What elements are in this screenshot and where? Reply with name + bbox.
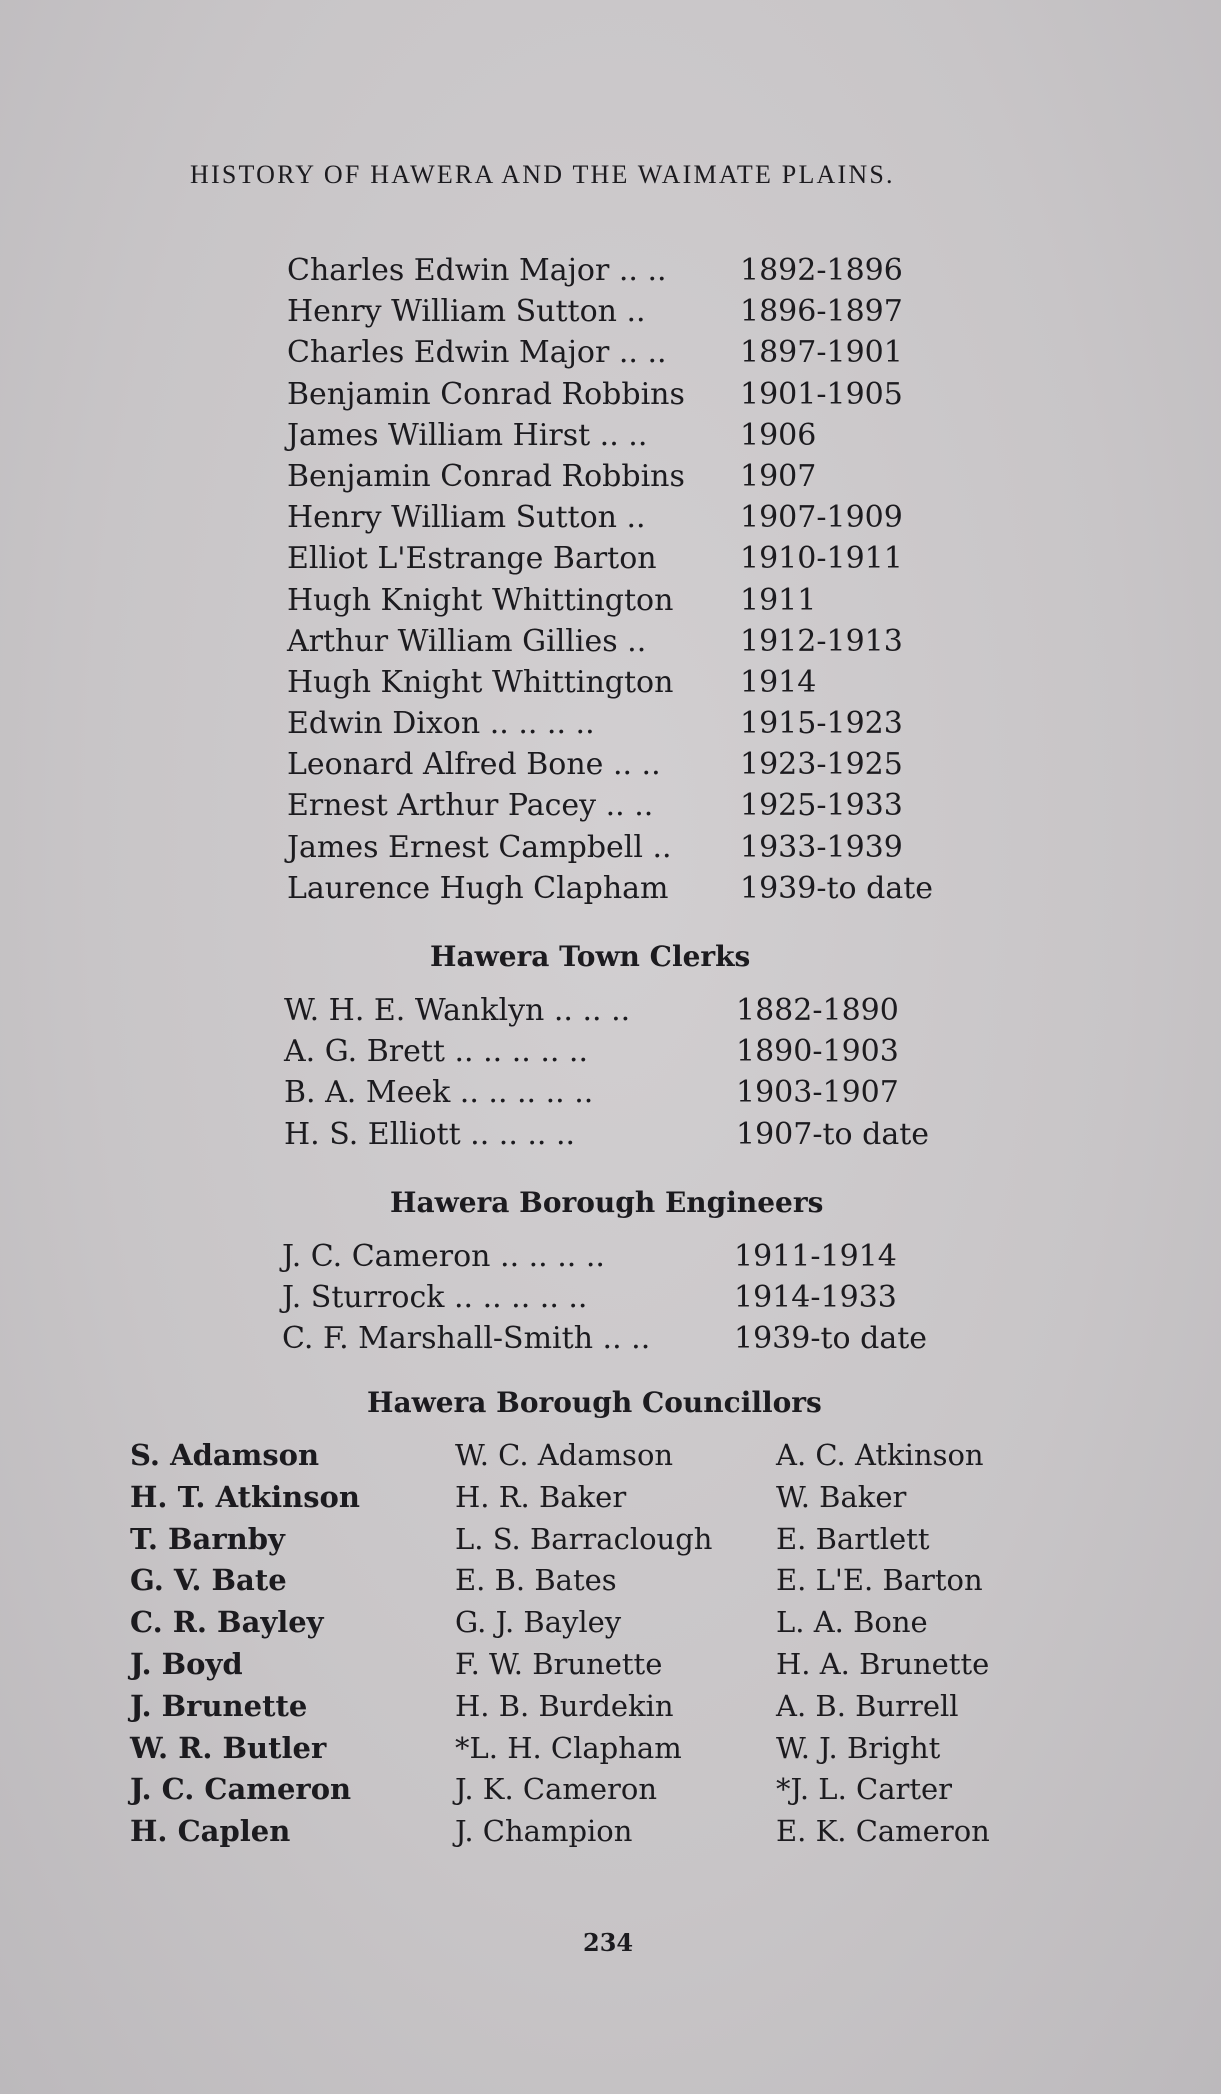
- person-name: Benjamin Conrad Robbins: [287, 376, 685, 412]
- term-years: 1882-1890: [736, 993, 899, 1028]
- person-name: J. C. Cameron .. .. .. ..: [282, 1239, 605, 1274]
- councillor-name: L. S. Barraclough: [455, 1521, 713, 1556]
- term-years: 1907-to date: [736, 1116, 930, 1152]
- term-years: 1933-1939: [740, 829, 903, 865]
- person-name: Edwin Dixon .. .. .. ..: [287, 706, 595, 742]
- town-clerks-heading: Hawera Town Clerks: [430, 940, 751, 973]
- term-years: 1907-1909: [740, 500, 903, 536]
- person-name: Charles Edwin Major .. ..: [287, 253, 667, 288]
- councillor-name: W. J. Bright: [776, 1730, 941, 1765]
- councillors-column-2: [455, 1434, 712, 1852]
- page-number: 234: [583, 1928, 634, 1957]
- term-years: 1939-to date: [740, 870, 934, 906]
- councillor-name: W. R. Butler: [130, 1730, 327, 1765]
- person-name: Laurence Hugh Clapham: [287, 870, 669, 906]
- councillor-name: J. Boyd: [130, 1646, 243, 1681]
- councillors-column-3: [776, 1434, 990, 1852]
- term-years: 1903-1907: [736, 1075, 899, 1111]
- councillor-name: H. T. Atkinson: [130, 1479, 360, 1514]
- term-years: 1939-to date: [734, 1321, 928, 1357]
- term-years: 1912-1913: [740, 623, 903, 659]
- term-years: 1914: [740, 664, 817, 700]
- councillor-name: H. R. Baker: [455, 1479, 627, 1514]
- person-name: Henry William Sutton ..: [287, 500, 646, 536]
- person-name: James Ernest Campbell ..: [287, 829, 672, 865]
- person-name: J. Sturrock .. .. .. .. ..: [282, 1280, 588, 1316]
- running-head: HISTORY OF HAWERA AND THE WAIMATE PLAINS.: [190, 160, 895, 189]
- term-years: 1923-1925: [740, 747, 903, 783]
- term-years: 1914-1933: [734, 1280, 897, 1316]
- person-name: Arthur William Gillies ..: [287, 623, 647, 659]
- term-years: 1911-1914: [734, 1239, 897, 1274]
- councillor-name: H. A. Brunette: [776, 1646, 990, 1681]
- person-name: Henry William Sutton ..: [287, 294, 646, 330]
- councillor-name: A. C. Atkinson: [776, 1438, 984, 1472]
- person-name: Benjamin Conrad Robbins: [287, 458, 685, 494]
- person-name: James William Hirst .. ..: [287, 417, 648, 453]
- councillor-name: W. C. Adamson: [455, 1438, 674, 1472]
- councillor-name: C. R. Bayley: [130, 1605, 324, 1640]
- person-name: C. F. Marshall-Smith .. ..: [282, 1321, 651, 1357]
- person-name: W. H. E. Wanklyn .. .. ..: [284, 993, 631, 1028]
- councillor-name: *J. L. Carter: [776, 1772, 953, 1807]
- term-years: 1907: [740, 458, 817, 494]
- person-name: Hugh Knight Whittington: [287, 582, 674, 618]
- councillor-name: G. J. Bayley: [455, 1605, 622, 1640]
- person-name: H. S. Elliott .. .. .. ..: [284, 1116, 576, 1152]
- councillor-name: L. A. Bone: [776, 1605, 928, 1640]
- person-name: Ernest Arthur Pacey .. ..: [287, 788, 654, 824]
- councillor-name: W. Baker: [776, 1479, 907, 1514]
- councillor-name: J. Brunette: [130, 1688, 308, 1723]
- term-years: 1890-1903: [736, 1034, 899, 1070]
- councillor-name: S. Adamson: [130, 1438, 320, 1472]
- councillor-name: A. B. Burrell: [776, 1688, 959, 1723]
- councillor-name: J. Champion: [455, 1814, 633, 1849]
- term-years: 1911: [740, 582, 817, 618]
- borough-engineers-heading: Hawera Borough Engineers: [390, 1186, 824, 1219]
- term-years: 1910-1911: [740, 541, 903, 577]
- councillor-name: E. B. Bates: [455, 1563, 617, 1598]
- person-name: A. G. Brett .. .. .. .. ..: [284, 1034, 588, 1070]
- term-years: 1915-1923: [740, 706, 903, 742]
- term-years: 1925-1933: [740, 788, 903, 824]
- councillor-name: E. L'E. Barton: [776, 1563, 983, 1598]
- councillor-name: E. Bartlett: [776, 1521, 930, 1556]
- councillor-name: H. B. Burdekin: [455, 1688, 674, 1723]
- person-name: Hugh Knight Whittington: [287, 664, 674, 700]
- councillor-name: E. K. Cameron: [776, 1814, 990, 1849]
- person-name: Leonard Alfred Bone .. ..: [287, 747, 661, 783]
- councillor-name: J. C. Cameron: [130, 1772, 352, 1807]
- person-name: Elliot L'Estrange Barton: [287, 541, 657, 577]
- councillor-name: J. K. Cameron: [455, 1772, 658, 1807]
- term-years: 1906: [740, 417, 817, 453]
- term-years: 1901-1905: [740, 376, 903, 412]
- person-name: Charles Edwin Major .. ..: [287, 335, 667, 371]
- term-years: 1892-1896: [740, 253, 903, 288]
- person-name: B. A. Meek .. .. .. .. ..: [284, 1075, 594, 1111]
- councillor-name: T. Barnby: [130, 1521, 285, 1556]
- councillor-name: *L. H. Clapham: [455, 1730, 682, 1765]
- borough-councillors-heading: Hawera Borough Councillors: [367, 1386, 822, 1419]
- councillor-name: H. Caplen: [130, 1814, 291, 1849]
- term-years: 1897-1901: [740, 335, 903, 371]
- councillors-column-1: [130, 1434, 360, 1852]
- term-years: 1896-1897: [740, 294, 903, 330]
- councillor-name: F. W. Brunette: [455, 1646, 663, 1681]
- councillor-name: G. V. Bate: [130, 1563, 287, 1598]
